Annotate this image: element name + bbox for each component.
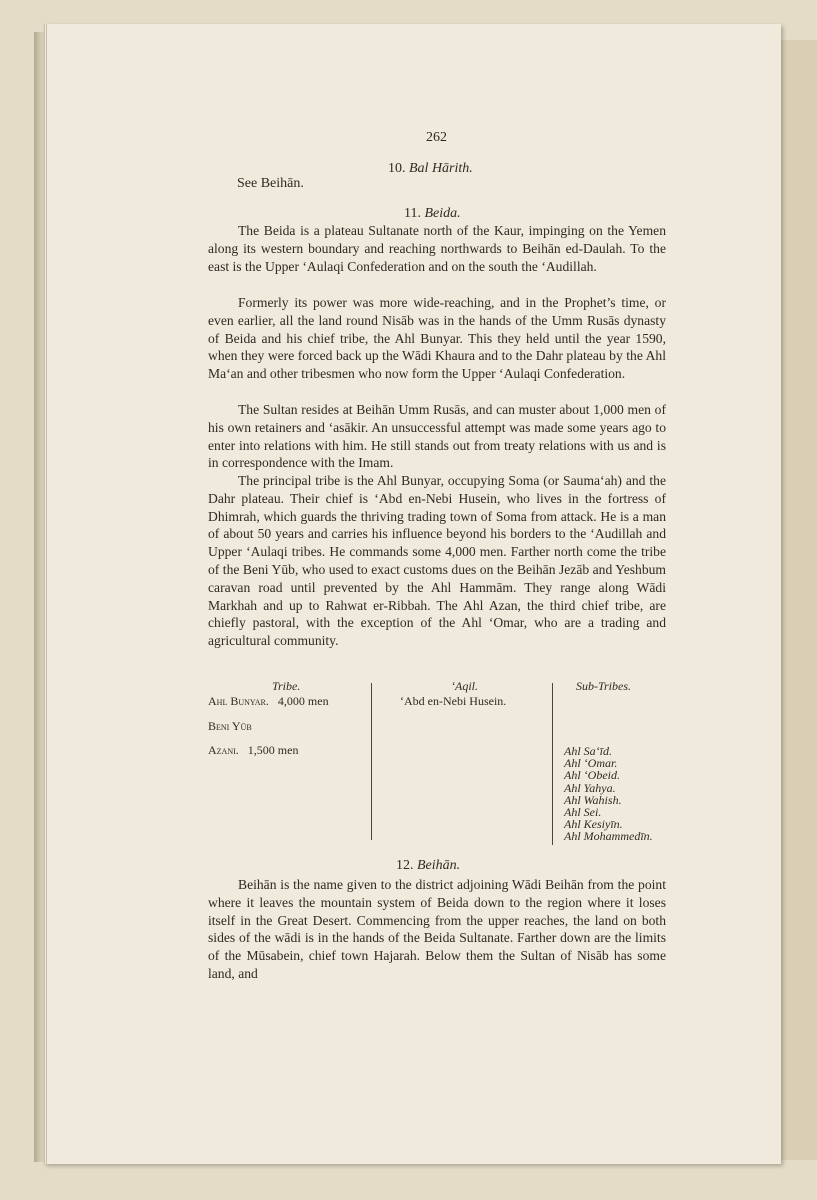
- table-header-subtribes: Sub-Tribes.: [576, 679, 632, 693]
- table-column-divider: [552, 683, 553, 845]
- section-11-paragraph-1: The Beida is a plateau Sultanate north of the Kaur, impinging on the Yemen along its western boundary and reaching northwards to Beihān ed-Daulah. To the east is the Upper ‘Aulaqi Confederation and on the south the ‘Audillah.: [208, 223, 666, 274]
- section-10-heading: [388, 161, 473, 177]
- section-12-heading: [396, 858, 460, 874]
- sub-tribes-list: [564, 745, 653, 843]
- aqil-name: ‘Abd en-Nebi Husein.: [400, 694, 507, 708]
- page-number: 262: [426, 130, 447, 145]
- section-11-paragraph-2: Formerly its power was more wide-reaching, and in the Prophet’s time, or even earlier, all the land round Nisāb was in the hands of the Umm Rusās dynasty of Beida and his chief tribe, the Ahl Bunyar. This they held until the year 1590, when they were forced back up the Wādi Khaura and to the Dahr plateau by the Ahl Ma‘an and other tribesmen who now form the Upper ‘Aulaqi Confederation.: [208, 295, 666, 382]
- section-10-body: See Beihān.: [237, 176, 304, 191]
- table-row: [208, 743, 298, 758]
- section-12-number: 12.: [396, 858, 414, 873]
- table-header-tribe: Tribe.: [272, 679, 301, 693]
- list-item: Ahl Wahish.: [564, 792, 622, 807]
- section-12-paragraph: Beihān is the name given to the district adjoining Wādi Beihān from the point where it leaves the mountain system of Beida down to the region where it loses itself in the Great Desert. Commencing from the upper reaches, the land on both sides of the wādi is in the hands of the Beida Sultanate. Farther down are the limits of the Mūsabein, chief town Hajarah. Below them the Sultan of Nisāb has some land, and: [208, 877, 666, 981]
- table-row: [208, 694, 329, 709]
- section-10-title: Bal Hārith.: [409, 161, 473, 176]
- tribe-name: Azani.: [208, 743, 239, 757]
- section-11-number: 11.: [404, 206, 421, 221]
- section-12-title: Beihān.: [417, 858, 461, 873]
- list-item: Ahl Yahya.: [564, 780, 616, 795]
- table-column-divider: [371, 683, 372, 840]
- list-item: Ahl Sa‘īd.: [564, 744, 612, 758]
- table-header-aqil: ‘Aqil.: [451, 679, 478, 693]
- tribe-men: 4,000 men: [277, 694, 329, 708]
- section-11-heading: [404, 206, 461, 222]
- table-row: [208, 719, 252, 734]
- tribe-men: 1,500 men: [247, 743, 299, 757]
- list-item: Ahl Mohammedīn.: [564, 829, 653, 844]
- list-item: Ahl ‘Obeid.: [564, 768, 620, 783]
- list-item: Ahl Sei.: [564, 805, 602, 820]
- tribe-name: Beni Yūb: [208, 719, 252, 733]
- section-11-paragraph-4: The principal tribe is the Ahl Bunyar, occupying Soma (or Sauma‘ah) and the Dahr plateau. Their chief is ‘Abd en-Nebi Husein, who lives in the fortress of Dhimrah, which guards the thriving trading town of Soma from attack. He is a man of about 50 years and carries his influence beyond his borders to the ‘Audillah and Upper ‘Aulaqi tribes. He commands some 4,000 men. Farther north come the tribe of the Beni Yūb, who used to exact customs dues on the Beihān Jezāb and Yeshbum caravan road until prevented by the Ahl Hammām. They range along Wādi Markhah and up to Rahwat er-Ribbah. The Ahl Azan, the third chief tribe, are chiefly pastoral, with the exception of the Ahl ‘Omar, who are a trading and agricultural community.: [208, 473, 666, 649]
- section-11-paragraph-3: The Sultan resides at Beihān Umm Rusās, and can muster about 1,000 men of his own retainers and ‘asākir. An unsuccessful attempt was made some years ago to enter into relations with him. He still stands out from treaty relations with us and is in correspondence with the Imam.: [208, 402, 666, 471]
- section-10-number: 10.: [388, 161, 406, 176]
- section-11-title: Beida.: [424, 206, 461, 221]
- list-item: Ahl ‘Omar.: [564, 756, 618, 771]
- tribe-name: Ahl Bunyar.: [208, 694, 269, 708]
- list-item: Ahl Kesiyīn.: [564, 817, 623, 832]
